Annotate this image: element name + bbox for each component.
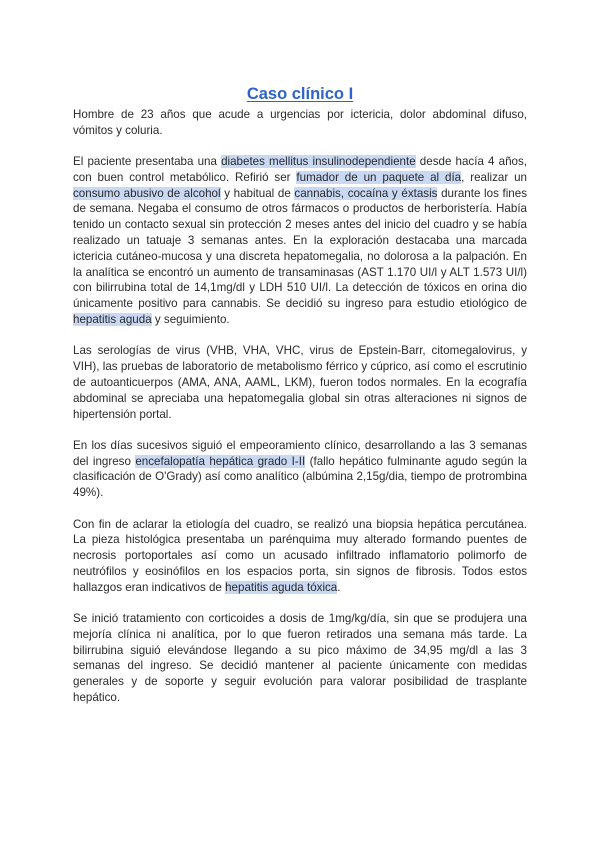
paragraph-5 <box>73 517 527 596</box>
highlight-drugs: cannabis, cocaína y éxtasis <box>294 186 438 200</box>
text-segment: (fallo hepático fulminante agudo según la clasificación de O'Grady) así como analítico (albúmina 2,15g/dia, tiempo de protrombina 49%). <box>73 454 527 500</box>
page-title: Caso clínico I <box>246 85 354 103</box>
text-segment: El paciente presentaba una <box>73 155 222 169</box>
text-segment: y habitual de <box>220 186 295 200</box>
text-segment: Se inició tratamiento con corticoides a dosis de 1mg/kg/día, sin que se produjera una mejoría clínica ni analítica, por lo que fueron retirados una semana más tarde. La bilirrubina siguió elevándose llegando a su pico máximo de 34,95 mg/dl a las 3 semanas del ingreso. Se decidió mantener al paciente únicamente con medidas generales y de soporte y seguir evolución para valorar posibilidad de trasplante hepático. <box>73 612 527 704</box>
text-segment: , realizar un <box>461 170 527 184</box>
paragraph-6 <box>73 611 527 706</box>
paragraph-2 <box>73 154 527 328</box>
text-segment: desde hacía 4 años, con buen control metabólico. Refirió ser <box>73 155 527 184</box>
document-page <box>73 84 527 721</box>
highlight-diabetes: diabetes mellitus insulinodependiente <box>221 155 416 169</box>
highlight-alcohol: consumo abusivo de alcohol <box>73 186 221 200</box>
paragraph-1 <box>73 107 527 139</box>
highlight-toxic-hepatitis: hepatitis aguda tóxica <box>225 580 338 594</box>
text-segment: durante los fines de semana. Negaba el consumo de otros fármacos o productos de herboristería. Había tenido un contacto sexual sin protección 2 meses antes del inicio del cuadro y se había realizado un tatuaje 3 semanas antes. En la exploración destacaba una marcada ictericia cutáneo-mucosa y una discreta hepatomegalia, no dolorosa a la palpación. En la analítica se encontró un aumento de transaminasas (AST 1.170 UI/l y ALT 1.573 UI/l) con bilirrubina total de 14,1mg/dl y LDH 510 UI/l. La detección de tóxicos en orina dio únicamente positivo para cannabis. Se decidió su ingreso para estudio etiológico de <box>73 186 527 311</box>
paragraph-4 <box>73 438 527 501</box>
text-segment: Hombre de 23 años que acude a urgencias por ictericia, dolor abdominal difuso, vómitos y coluria. <box>73 108 527 137</box>
highlight-acute-hepatitis: hepatitis aguda <box>73 313 152 327</box>
text-segment: Las serologías de virus (VHB, VHA, VHC, virus de Epstein-Barr, citomegalovirus, y VIH), las pruebas de laboratorio de metabolismo férrico y cúprico, así como el escrutinio de autoanticuerpos (AMA, ANA, AAML, LKM), fueron todos normales. En la ecografía abdominal se apreciaba una hepatomegalia global sin otras alteraciones ni signos de hipertensión portal. <box>73 344 527 421</box>
paragraph-3 <box>73 343 527 422</box>
text-segment: Con fin de aclarar la etiología del cuadro, se realizó una biopsia hepática percutánea. La pieza histológica presentaba un parénquima muy alterado formando puentes de necrosis portoportales así como un acusado infiltrado inflamatorio polimorfo de neutrófilos y eosinófilos en los espacios porta, sin signos de fibrosis. Todos estos hallazgos eran indicativos de <box>73 517 527 594</box>
text-segment: y seguimiento. <box>151 313 230 327</box>
text-segment: En los días sucesivos siguió el empeoramiento clínico, desarrollando a las 3 semanas del ingreso <box>73 438 527 468</box>
highlight-encephalopathy: encefalopatía hepática grado I-II <box>135 454 306 468</box>
highlight-smoker: fumador de un paquete al día <box>296 170 462 184</box>
text-segment: . <box>337 580 341 594</box>
